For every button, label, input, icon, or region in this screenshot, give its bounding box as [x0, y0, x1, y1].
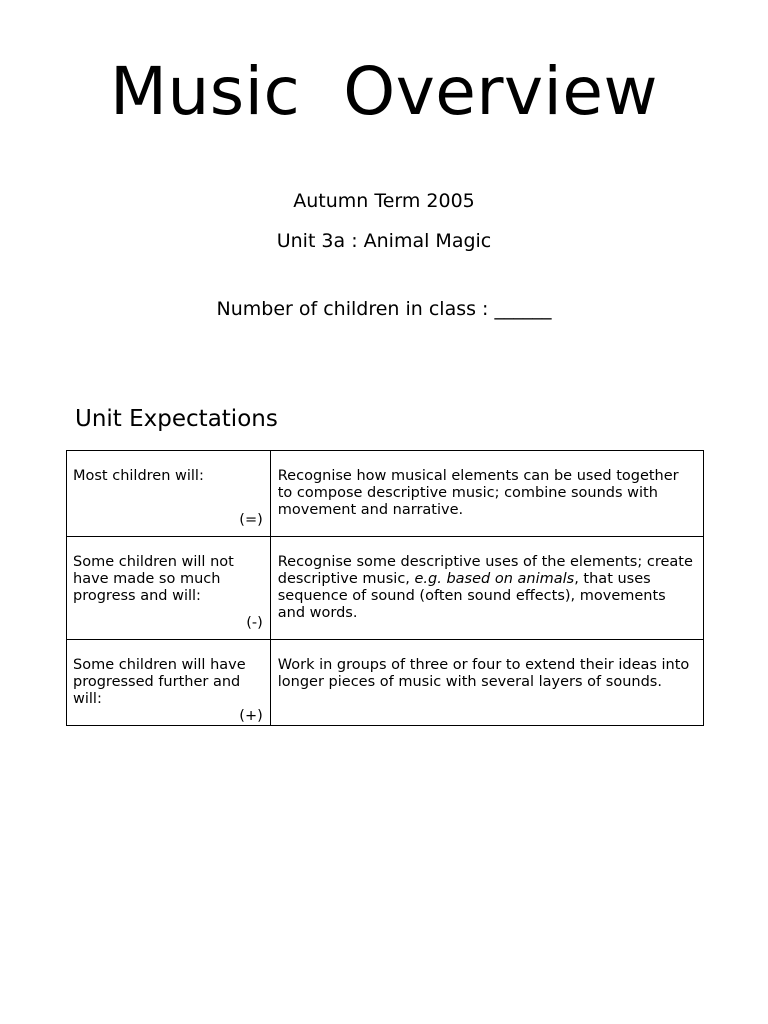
level-symbol: (+)	[239, 708, 263, 724]
unit-label: Unit 3a : Animal Magic	[276, 230, 492, 252]
level-text: Most children will:	[73, 468, 204, 484]
description-cell	[270, 451, 703, 537]
term-label: Autumn Term 2005	[293, 190, 475, 212]
document-title: Music Overview	[110, 53, 658, 130]
description-text: Work in groups of three or four to extend their ideas into longer pieces of music with several layers of sounds.	[277, 657, 690, 690]
table-row	[67, 640, 704, 726]
description-text	[271, 537, 703, 639]
level-text: Some children will have progressed further and will:	[73, 657, 246, 707]
expectations-table	[66, 450, 704, 726]
description-example-italic: e.g. based on animals	[414, 571, 575, 587]
level-cell	[67, 640, 271, 726]
description-cell	[270, 640, 703, 726]
unit-expectations-heading: Unit Expectations	[75, 406, 278, 432]
level-cell	[67, 451, 271, 537]
level-text: Some children will not have made so much progress and will:	[73, 554, 234, 604]
table-row	[67, 537, 704, 640]
description-text-end: , that uses sequence of sound (often sound effects), movements and words.	[277, 571, 666, 621]
table-row	[67, 451, 704, 537]
level-symbol: (=)	[239, 512, 263, 528]
class-count-field: Number of children in class : ______	[216, 298, 552, 320]
level-symbol: (-)	[246, 615, 263, 631]
description-text-start: Recognise some descriptive uses of the elements; create descriptive music,	[277, 554, 693, 587]
description-cell	[270, 537, 703, 640]
description-text: Recognise how musical elements can be used together to compose descriptive music; combine sounds with movement and narrative.	[277, 468, 679, 518]
level-cell	[67, 537, 271, 640]
